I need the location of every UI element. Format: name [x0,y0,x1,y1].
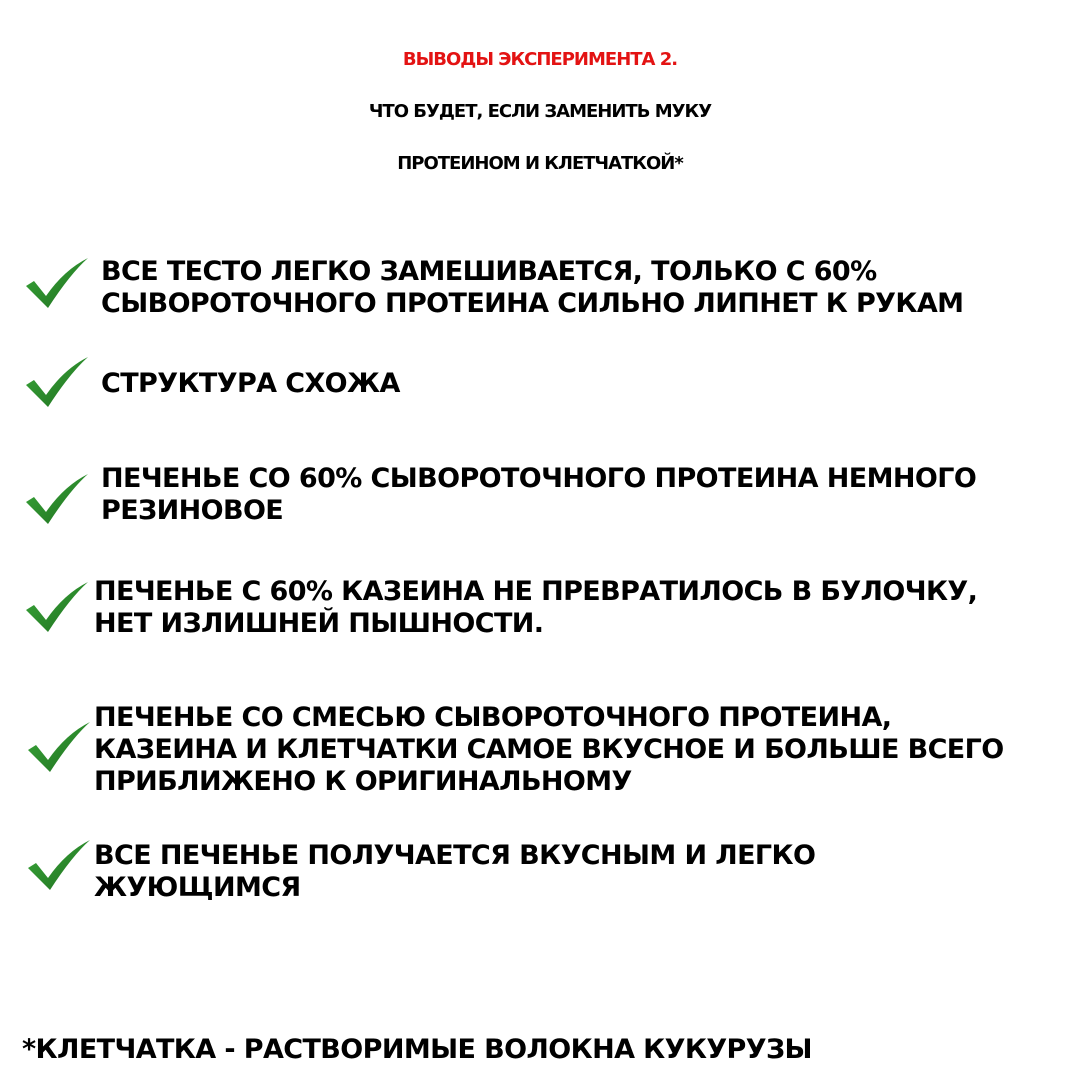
check-mark-icon [24,355,90,409]
conclusion-line: ПЕЧЕНЬЕ СО СМЕСЬЮ СЫВОРОТОЧНОГО ПРОТЕИНА, [94,702,892,733]
footnote: *КЛЕТЧАТКА - РАСТВОРИМЫЕ ВОЛОКНА КУКУРУЗЫ [22,1034,812,1065]
conclusion-text [101,256,963,320]
conclusion-line: СТРУКТУРА СХОЖА [101,368,400,399]
conclusion-text [101,463,976,527]
check-mark-icon [26,720,92,774]
conclusion-text [101,368,400,400]
conclusion-text [94,702,1004,798]
page-title-line-3: ПРОТЕИНОМ И КЛЕТЧАТКОЙ* [397,153,683,174]
conclusion-line: ВСЕ ТЕСТО ЛЕГКО ЗАМЕШИВАЕТСЯ, ТОЛЬКО С 60% [101,256,877,287]
conclusion-line: ПЕЧЕНЬЕ СО 60% СЫВОРОТОЧНОГО ПРОТЕИНА НЕМНОГО [101,463,977,494]
page-title-accent: ВЫВОДЫ ЭКСПЕРИМЕНТА 2. [402,49,678,70]
page-title-line-2: ЧТО БУДЕТ, ЕСЛИ ЗАМЕНИТЬ МУКУ [368,101,712,122]
check-mark-icon [24,256,90,310]
check-mark-icon [24,580,90,634]
conclusion-line: СЫВОРОТОЧНОГО ПРОТЕИНА СИЛЬНО ЛИПНЕТ К РУКАМ [101,288,964,319]
conclusion-line: ПЕЧЕНЬЕ С 60% КАЗЕИНА НЕ ПРЕВРАТИЛОСЬ В БУЛОЧКУ, [94,576,978,607]
conclusion-line: НЕТ ИЗЛИШНЕЙ ПЫШНОСТИ. [94,608,544,639]
conclusion-text [94,840,815,904]
conclusion-text [94,576,977,640]
check-mark-icon [26,838,92,892]
conclusion-line: РЕЗИНОВОЕ [101,495,284,526]
conclusion-line: КАЗЕИНА И КЛЕТЧАТКИ САМОЕ ВКУСНОЕ И БОЛЬШЕ ВСЕГО [94,734,1004,765]
conclusion-line: ПРИБЛИЖЕНО К ОРИГИНАЛЬНОМУ [94,766,632,797]
check-mark-icon [24,472,90,526]
conclusion-line: ЖУЮЩИМСЯ [94,872,301,903]
conclusion-line: ВСЕ ПЕЧЕНЬЕ ПОЛУЧАЕТСЯ ВКУСНЫМ И ЛЕГКО [94,840,816,871]
